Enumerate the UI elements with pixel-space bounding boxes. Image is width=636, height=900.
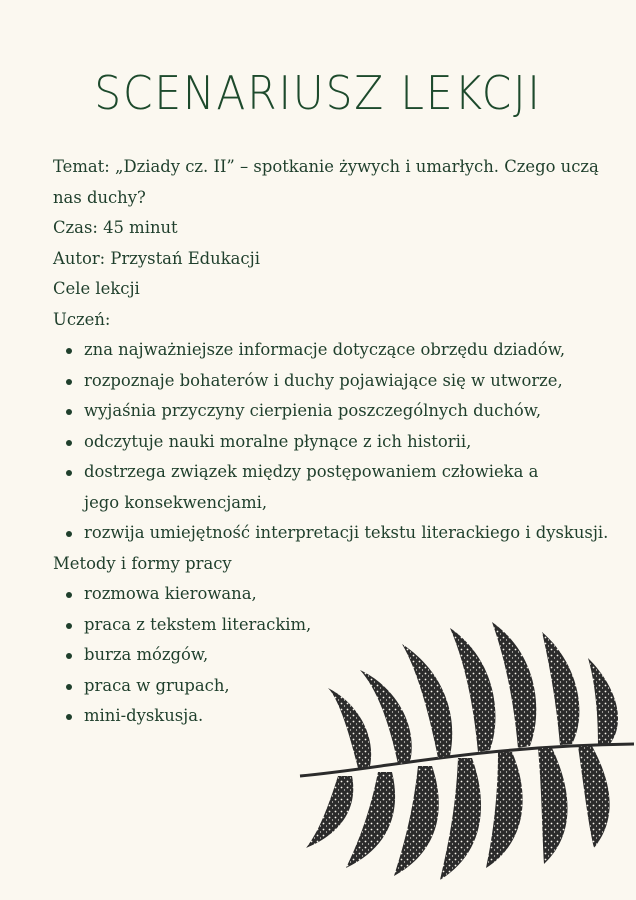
methods-heading: Metody i formy pracy bbox=[53, 553, 232, 573]
list-item: rozmowa kierowana, bbox=[84, 579, 623, 610]
list-item: zna najważniejsze informacje dotyczące obrzędu dziadów, bbox=[84, 335, 623, 366]
list-item: rozpoznaje bohaterów i duchy pojawiające się w utworze, bbox=[84, 366, 623, 397]
list-item: odczytuje nauki moralne płynące z ich historii, bbox=[84, 427, 623, 458]
student-label: Uczeń: bbox=[53, 309, 111, 329]
lesson-time: Czas: 45 minut bbox=[53, 218, 178, 237]
list-item: praca z tekstem literackim, bbox=[84, 610, 623, 641]
list-item: wyjaśnia przyczyny cierpienia poszczególnych duchów, bbox=[84, 396, 623, 427]
list-item: praca w grupach, bbox=[84, 671, 623, 702]
lesson-topic: Temat: „Dziady cz. II” – spotkanie żywych i umarłych. Czego uczą nas duchy? bbox=[53, 157, 599, 207]
list-item: burza mózgów, bbox=[84, 640, 623, 671]
goals-list bbox=[53, 335, 623, 549]
list-item: dostrzega związek między postępowaniem człowieka a jego konsekwencjami, bbox=[84, 457, 564, 518]
page-title: SCENARIUSZ LEKCJI bbox=[94, 66, 542, 120]
goals-heading: Cele lekcji bbox=[53, 279, 140, 298]
list-item: mini-dyskusja. bbox=[84, 701, 623, 732]
fern-leaf-icon bbox=[298, 618, 636, 884]
list-item: rozwija umiejętność interpretacji tekstu literackiego i dyskusji. bbox=[84, 518, 623, 549]
lesson-author: Autor: Przystań Edukacji bbox=[53, 248, 260, 268]
